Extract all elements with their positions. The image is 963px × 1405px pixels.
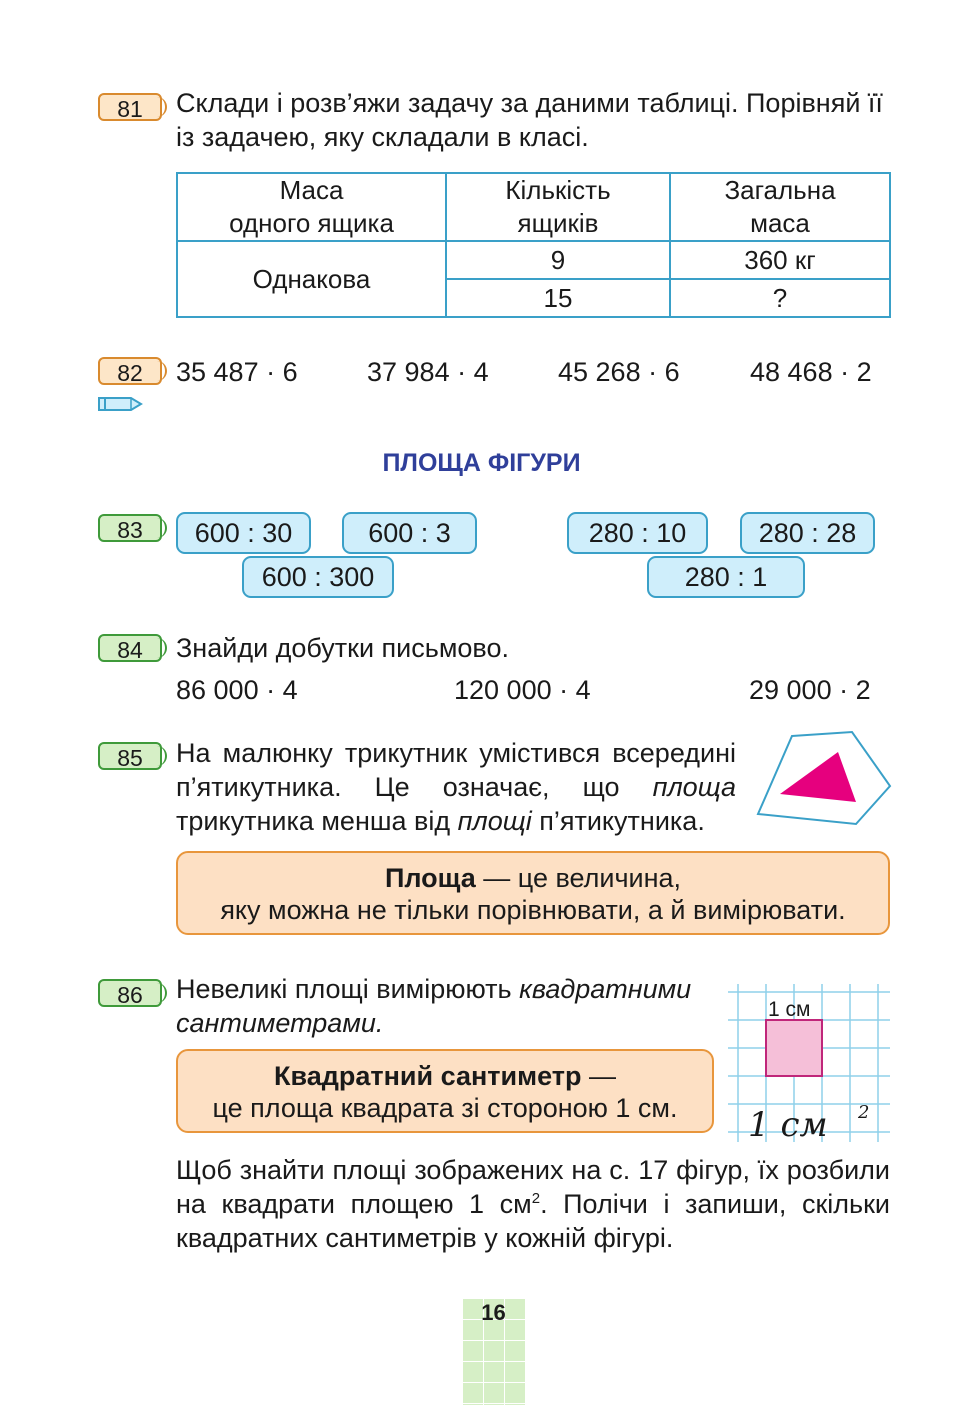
exercise-number-badge [98, 93, 162, 121]
expression-pill: 600 : 3 [342, 512, 477, 554]
definition-box [176, 1049, 714, 1133]
exercise-number: 86 [117, 982, 143, 1008]
superscript: 2 [531, 1190, 541, 1207]
page-number: 16 [481, 1300, 506, 1325]
unit-square [766, 1020, 822, 1076]
definition-term: Площа [384, 863, 476, 893]
header-line: одного ящика [229, 208, 394, 238]
table-cell: Однакова [177, 241, 446, 317]
text-run: — [581, 1061, 616, 1091]
expression-pill: 600 : 30 [176, 512, 311, 554]
handwritten-unit: 1 см [748, 1105, 828, 1142]
expression: 29 000 · 2 [749, 675, 871, 705]
table-cell: 360 кг [670, 241, 890, 279]
expression: 48 468 · 2 [750, 357, 872, 387]
expression-pill: 280 : 10 [567, 512, 708, 554]
text-italic: площі [457, 806, 532, 836]
exercise-number-badge [98, 742, 162, 770]
table-header-cell [177, 173, 446, 241]
definition-line [178, 1060, 712, 1092]
expression-pill: 280 : 28 [740, 512, 875, 554]
expression-pill: 280 : 1 [647, 556, 805, 598]
pencil-icon [97, 394, 145, 414]
exercise-number: 82 [117, 360, 143, 386]
exercise-number: 84 [117, 637, 143, 663]
grid-label: 1 см [768, 998, 811, 1021]
expression: 86 000 · 4 [176, 675, 298, 705]
table-header-cell [670, 173, 890, 241]
exercise-number: 83 [117, 517, 143, 543]
text-run: трикутника менша від [176, 806, 458, 836]
exercise-86-text [176, 972, 716, 1040]
exercise-number-badge [98, 514, 162, 542]
handwritten-superscript: 2 [858, 1102, 870, 1123]
text-run: Щоб знайти площі зображених на с. 17 фігур, їх розбили на квадрати площею 1 см [176, 1155, 890, 1219]
text-run: — це величина, [475, 863, 682, 893]
definition-box [176, 851, 890, 935]
expression-pill: 600 : 300 [242, 556, 394, 598]
expression: 35 487 · 6 [176, 357, 298, 387]
data-table [176, 172, 891, 318]
exercise-86-paragraph [176, 1153, 890, 1255]
definition-line: це площа квадрата зі стороною 1 см. [212, 1093, 678, 1123]
definition-line: яку можна не тільки порівнювати, а й вимірювати. [220, 895, 846, 925]
expression: 45 268 · 6 [558, 357, 680, 387]
exercise-84-text: Знайди добутки письмово. [176, 633, 509, 663]
expression-row [176, 673, 890, 707]
expression: 120 000 · 4 [454, 675, 591, 705]
exercise-85-text [176, 736, 736, 838]
text-italic: квадратними сантиметрами. [176, 974, 692, 1038]
exercise-number-badge [98, 357, 162, 385]
header-line: Кількість [505, 175, 611, 205]
header-line: ящиків [517, 208, 599, 238]
text-run: . Полічи і запиши, скільки квадратних сантиметрів у кожній фігурі. [176, 1189, 890, 1253]
text-run: Невеликі площі вимірюють [176, 974, 520, 1004]
expression: 37 984 · 4 [367, 357, 489, 387]
text-italic: площа [652, 772, 736, 802]
exercise-number: 85 [117, 745, 143, 771]
square-centimeter-grid [728, 984, 890, 1142]
page-number-block [462, 1298, 525, 1405]
exercise-number-badge [98, 979, 162, 1007]
text-run: На малюнку трикутник умістився всередині п’ятикутника. Це означає, що [176, 738, 736, 802]
exercise-81-text: Склади і розв’яжи задачу за даними таблиці. Порівняй її із задачею, яку складали в класі. [176, 88, 883, 152]
table-cell: 15 [446, 279, 670, 317]
table-cell: 9 [446, 241, 670, 279]
table-cell: ? [670, 279, 890, 317]
section-title: ПЛОЩА ФІГУРИ [382, 449, 581, 477]
definition-line [178, 862, 888, 894]
header-line: маса [750, 208, 810, 238]
pentagon-triangle-illustration [752, 728, 894, 828]
exercise-number-badge [98, 634, 162, 662]
header-line: Маса [279, 175, 344, 205]
text-run: п’ятикутника. [531, 806, 705, 836]
definition-term: Квадратний сантиметр [274, 1061, 582, 1091]
exercise-number: 81 [117, 96, 143, 122]
table-header-cell [446, 173, 670, 241]
expression-row [176, 355, 890, 389]
header-line: Загальна [724, 175, 836, 205]
